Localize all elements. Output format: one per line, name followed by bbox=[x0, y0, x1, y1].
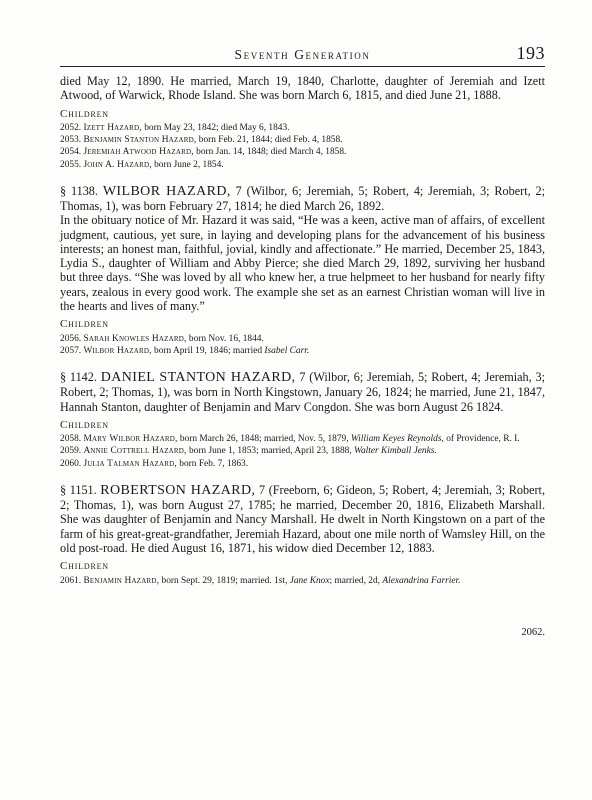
entry-title: WILBOR HAZARD, bbox=[102, 183, 231, 199]
entry-paragraph: § 1138. WILBOR HAZARD, 7 (Wilbor, 6; Jeremiah, 5; Robert, 4; Jeremiah, 3; Robert, 2; Thomas, 1), was born February 27, 1814; he died March 26, 1892. bbox=[60, 183, 545, 213]
child-entry: 2053. Benjamin Stanton Hazard, born Feb. 21, 1844; died Feb. 4, 1858. bbox=[60, 135, 343, 146]
child-name: Sarah Knowles Hazard, bbox=[83, 333, 187, 344]
child-name: Wilbor Hazard, bbox=[83, 345, 152, 356]
child-name: Annie Cottrell Hazard, bbox=[83, 446, 187, 457]
child-entry: 2060. Julia Talman Hazard, born Feb. 7, 1863. bbox=[60, 458, 249, 469]
entry-title: DANIEL STANTON HAZARD, bbox=[100, 370, 296, 386]
child-entry: 2059. Annie Cottrell Hazard, born June 1, 1853; married, April 23, 1888, Walter Kimball Jenks. bbox=[60, 446, 437, 457]
header-rule bbox=[60, 66, 545, 67]
section-marker: § 1138. bbox=[60, 183, 98, 198]
spouse-name: William Keyes Reynolds, bbox=[350, 434, 444, 445]
child-entry: 2055. John A. Hazard, born June 2, 1854. bbox=[60, 159, 224, 170]
spouse-name: Walter Kimball Jenks. bbox=[354, 446, 437, 457]
child-entry: 2058. Mary Wilbor Hazard, born March 26, 1848; married, Nov. 5, 1879, William Keyes Reynolds, of Providence, R. I. bbox=[60, 434, 520, 445]
child-name: Julia Talman Hazard, bbox=[83, 458, 177, 469]
children-heading: Children bbox=[60, 560, 109, 573]
child-name: Izett Hazard, bbox=[83, 122, 142, 133]
children-heading: Children bbox=[60, 318, 109, 331]
child-name: Mary Wilbor Hazard, bbox=[83, 434, 178, 445]
child-entry: 2057. Wilbor Hazard, born April 19, 1846; married Isabel Carr. bbox=[60, 345, 310, 356]
child-name: Jeremiah Atwood Hazard, bbox=[83, 147, 194, 158]
entry-title: ROBERTSON HAZARD, bbox=[100, 482, 256, 498]
entry-paragraph: § 1142. DANIEL STANTON HAZARD, 7 (Wilbor, 6; Jeremiah, 5; Robert, 4; Jeremiah, 3; Robert, 2; Thomas, 1), was born in North Kingstown, January 26, 1824; he married, June 21, 1847, Hannah Stanton, daughter of Benjamin and Marv Congdon. She was born August 26 1824. bbox=[60, 370, 545, 414]
child-entry: 2056. Sarah Knowles Hazard, born Nov. 16, 1844. bbox=[60, 333, 264, 344]
child-name: Benjamin Hazard, bbox=[83, 575, 160, 586]
child-entry: 2061. Benjamin Hazard, born Sept. 29, 1819; married. 1st, Jane Knox; married, 2d, Alexandrina Farrier. bbox=[60, 575, 461, 586]
entry-paragraph: § 1151. ROBERTSON HAZARD, 7 (Freeborn, 6; Gideon, 5; Robert, 4; Jeremiah, 3; Robert, 2; Thomas, 1), was born August 27, 1785; he married, December 20, 1816, Elizabeth Marshall. She was daughter of Benjamin and Nancy Marshall. He dwelt in North Kingstown on a part of the farm of his great-great-grandfather, Jeremiah Hazard, about one mile north of Wamsley Hill, on the old post-road. He died August 16, 1871, his widow died December 12, 1883. bbox=[60, 482, 545, 556]
children-heading: Children bbox=[60, 418, 109, 431]
section-marker: § 1151. bbox=[60, 482, 97, 497]
child-entry: 2054. Jeremiah Atwood Hazard, born Jan. 14, 1848; died March 4, 1858. bbox=[60, 147, 347, 158]
children-heading: Children bbox=[60, 107, 109, 120]
spouse-name: Isabel Carr. bbox=[264, 345, 310, 356]
child-name: John A. Hazard, bbox=[83, 159, 152, 170]
spouse-name: Jane Knox bbox=[289, 575, 330, 586]
spouse-name: Alexandrina Farrier. bbox=[382, 575, 461, 586]
genealogy-entry bbox=[60, 483, 545, 587]
running-head: Seventh Generation bbox=[234, 47, 371, 62]
page-body bbox=[60, 74, 545, 587]
page-number: 193 bbox=[516, 43, 545, 63]
children-list bbox=[60, 122, 545, 171]
section-marker: § 1142. bbox=[60, 370, 97, 385]
page-header bbox=[60, 44, 545, 68]
child-entry: 2052. Izett Hazard, born May 23, 1842; died May 6, 1843. bbox=[60, 122, 290, 133]
continuation-paragraph: died May 12, 1890. He married, March 19, 1840, Charlotte, daughter of Jeremiah and Izett Atwood, of Warwick, Rhode Island. She was born March 6, 1815, and died June 21, 1888. bbox=[60, 74, 545, 103]
child-name: Benjamin Stanton Hazard, bbox=[83, 135, 197, 146]
genealogy-entry bbox=[60, 184, 545, 357]
entry-narrative: In the obituary notice of Mr. Hazard it was said, “He was a keen, active man of affairs, of excellent judgment, cautious, yet sure, in laying and developing plans for the advancement of his business interests; an honest man, faithful, jovial, kindly and affectionate.” He married, December 25, 1843, Lydia S., daughter of William and Abby Pierce; she died March 29, 1892, surviving her husband but three days. “She was loved by all who knew her, a true helpmeet to her husband for nearly fifty years, zealous in every good work. The example she set as an earnest Christian woman will live in the hearts and lives of many.” bbox=[60, 213, 545, 314]
genealogy-entry bbox=[60, 370, 545, 470]
catchword: 2062. bbox=[521, 627, 545, 638]
